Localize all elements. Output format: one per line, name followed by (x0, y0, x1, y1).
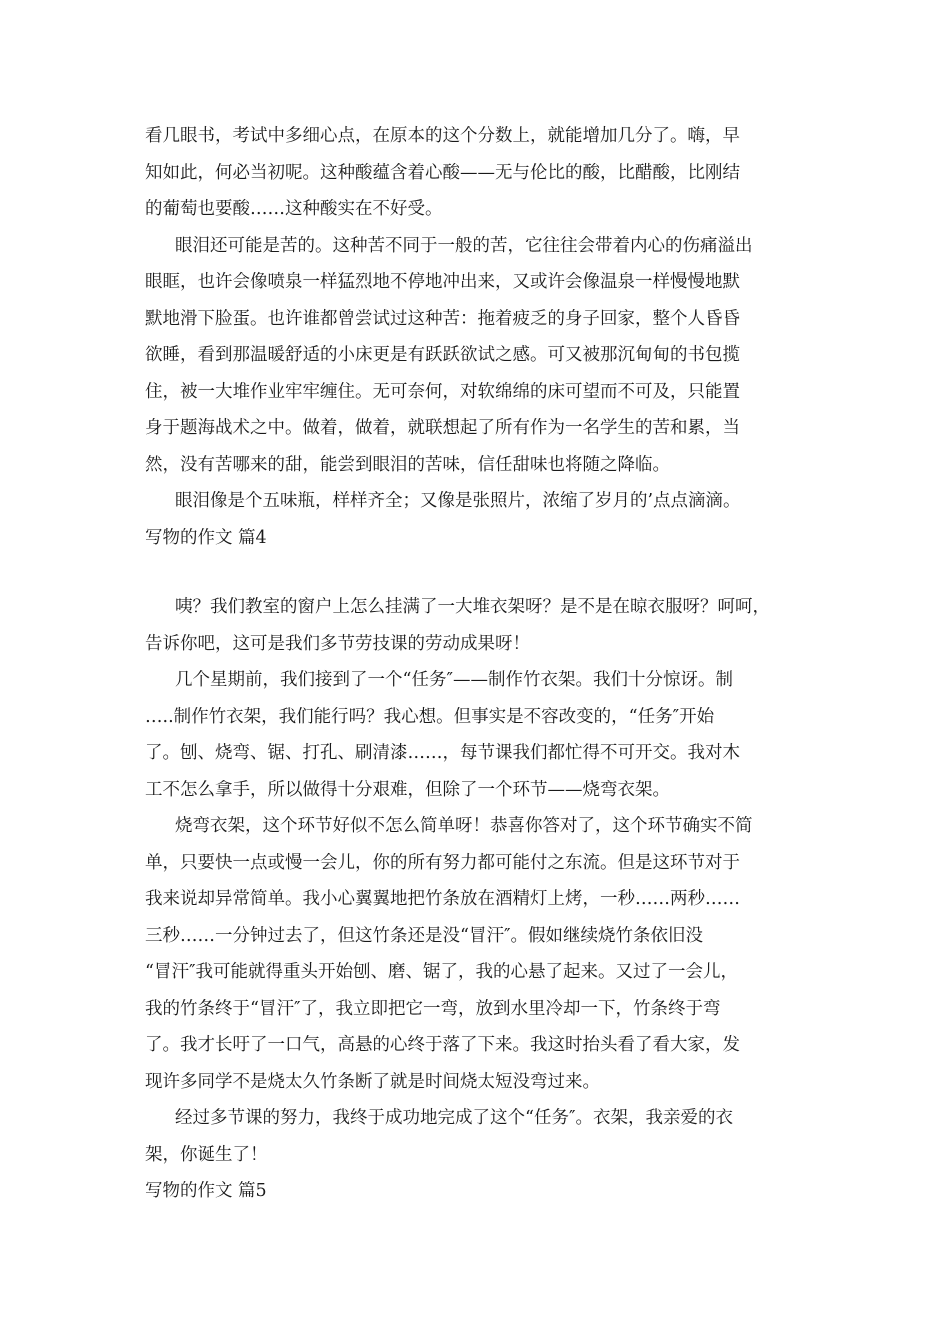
paragraph-line: 我来说却异常简单。我小心翼翼地把竹条放在酒精灯上烤，一秒……两秒…… (145, 889, 740, 909)
paragraph-line: 架，你诞生了！ (145, 1144, 268, 1165)
paragraph-line: 然，没有苦哪来的甜，能尝到眼泪的苦味，信任甜味也将随之降临。 (145, 454, 670, 475)
paragraph-line: 单，只要快一点或慢一会儿，你的所有努力都可能付之东流。但是这环节对于 (145, 852, 740, 873)
paragraph-line: 知如此，何必当初呢。这种酸蕴含着心酸——无与伦比的酸，比醋酸，比刚结 (145, 162, 740, 183)
paragraph-gap (145, 556, 810, 589)
section-heading: 写物的作文 篇4 (145, 527, 267, 548)
paragraph-first-line: 眼泪像是个五味瓶，样样齐全；又像是张照片，浓缩了岁月的’点点滴滴。 (175, 491, 741, 511)
document-body (145, 118, 810, 1210)
paragraph-line: 的葡萄也要酸……这种酸实在不好受。 (145, 199, 443, 219)
paragraph-first-line: 眼泪还可能是苦的。这种苦不同于一般的苦，它往往会带着内心的伤痛溢出 (175, 235, 753, 256)
paragraph-line: 工不怎么拿手，所以做得十分艰难，但除了一个环节——烧弯衣架。 (145, 779, 670, 800)
paragraph-line: 默地滑下脸蛋。也许谁都曾尝试过这种苦：拖着疲乏的身子回家，整个人昏昏 (145, 308, 740, 329)
paragraph-line: 我的竹条终于“冒汗″了，我立即把它一弯，放到水里冷却一下，竹条终于弯 (145, 998, 721, 1019)
paragraph-line: 欲睡，看到那温暖舒适的小床更是有跃跃欲试之感。可又被那沉甸甸的书包揽 (145, 345, 740, 365)
paragraph-first-line: 几个星期前，我们接到了一个“任务″——制作竹衣架。我们十分惊讶。制 (175, 670, 733, 690)
paragraph-line: 了。我才长吁了一口气，高悬的心终于落了下来。我这时抬头看了看大家，发 (145, 1035, 740, 1055)
paragraph-line: “冒汗″我可能就得重头开始刨、磨、锯了，我的心悬了起来。又过了一会儿， (145, 962, 738, 982)
paragraph-line: 现许多同学不是烧太久竹条断了就是时间烧太短没弯过来。 (145, 1071, 600, 1092)
paragraph-line: 看几眼书，考试中多细心点，在原本的这个分数上，就能增加几分了。嗨，早 (145, 126, 740, 146)
paragraph-line: …..制作竹衣架，我们能行吗？我心想。但事实是不容改变的，“任务″开始 (145, 706, 715, 727)
paragraph-first-line: 烧弯衣架，这个环节好似不怎么简单呀！恭喜你答对了，这个环节确实不简 (175, 816, 753, 836)
paragraph-line: 身于题海战术之中。做着，做着，就联想起了所有作为一名学生的苦和累，当 (145, 418, 740, 438)
paragraph-line: 告诉你吧，这可是我们多节劳技课的劳动成果呀！ (145, 633, 530, 654)
paragraph-first-line: 经过多节课的努力，我终于成功地完成了这个“任务″。衣架，我亲爱的衣 (175, 1108, 733, 1128)
paragraph-first-line: 咦？我们教室的窗户上怎么挂满了一大堆衣架呀？是不是在晾衣服呀？呵呵， (175, 597, 770, 617)
paragraph-line: 三秒……一分钟过去了，但这竹条还是没“冒汗″。假如继续烧竹条依旧没 (145, 925, 703, 946)
paragraph-line: 眼眶，也许会像喷泉一样猛烈地不停地冲出来，又或许会像温泉一样慢慢地默 (145, 272, 740, 292)
paragraph-line: 住，被一大堆作业牢牢缠住。无可奈何，对软绵绵的床可望而不可及，只能置 (145, 381, 740, 402)
paragraph-line: 了。刨、烧弯、锯、打孔、刷清漆……，每节课我们都忙得不可开交。我对木 (145, 743, 740, 763)
section-heading: 写物的作文 篇5 (145, 1181, 267, 1201)
